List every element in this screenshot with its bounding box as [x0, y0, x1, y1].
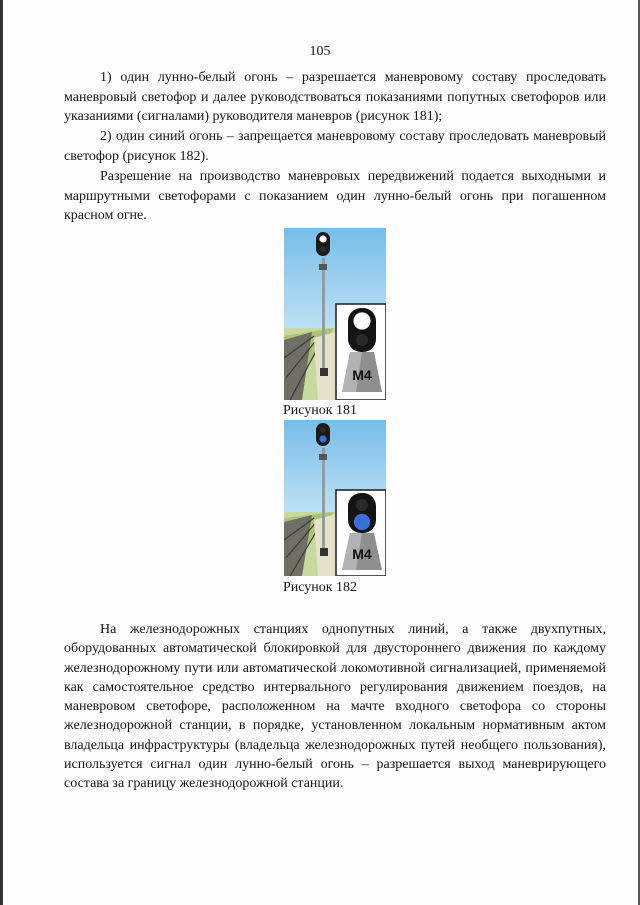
figure-182-illustration: [284, 420, 386, 576]
figure-181-caption: Рисунок 181: [282, 403, 358, 418]
figure-182-caption: Рисунок 182: [282, 580, 358, 595]
shunting-signal-blue-illustration: [284, 420, 386, 576]
page-edge-left: [0, 0, 3, 905]
signal-plate-label: М4: [352, 367, 372, 383]
paragraph-signal-lunar-white: 1) один лунно-белый огонь – разрешается маневровому составу проследовать маневровый светофор и далее руководствоваться показаниями попутных светофоров или указаниями (сигналами) руководителя маневров (рисунок 181);: [64, 70, 606, 124]
paragraph-signal-blue: 2) один синий огонь – запрещается маневровому составу проследовать маневровый светофор (рисунок 182).: [64, 129, 606, 164]
figure-181-illustration: [284, 228, 386, 400]
page-number: 105: [309, 44, 331, 59]
signal-plate-label: М4: [352, 546, 372, 562]
paragraph-single-track-stations: На железнодорожных станциях однопутных линий, а также двухпутных, оборудованных автоматической блокировкой для двустороннего движения по каждому железнодорожному пути или автоматической локомотивной сигнализацией, применяемой как самостоятельное средство интервального регулирования движением поездов, на маневровом светофоре, расположенном на мачте входного светофора со стороны железнодорожной станции, в порядке, установленном локальным нормативным актом владельца инфраструктуры (владельца железнодорожных путей необщего пользования), используется сигнал один лунно-белый огонь – разрешается выход маневрирующего состава за границу железнодорожной станции.: [64, 622, 606, 792]
paragraph-shunting-permission: Разрешение на производство маневровых передвижений подается выходными и маршрутными светофорами с показанием один лунно-белый огонь при погашенном красном огне.: [64, 169, 606, 223]
shunting-signal-lunar-white-illustration: [284, 228, 386, 400]
